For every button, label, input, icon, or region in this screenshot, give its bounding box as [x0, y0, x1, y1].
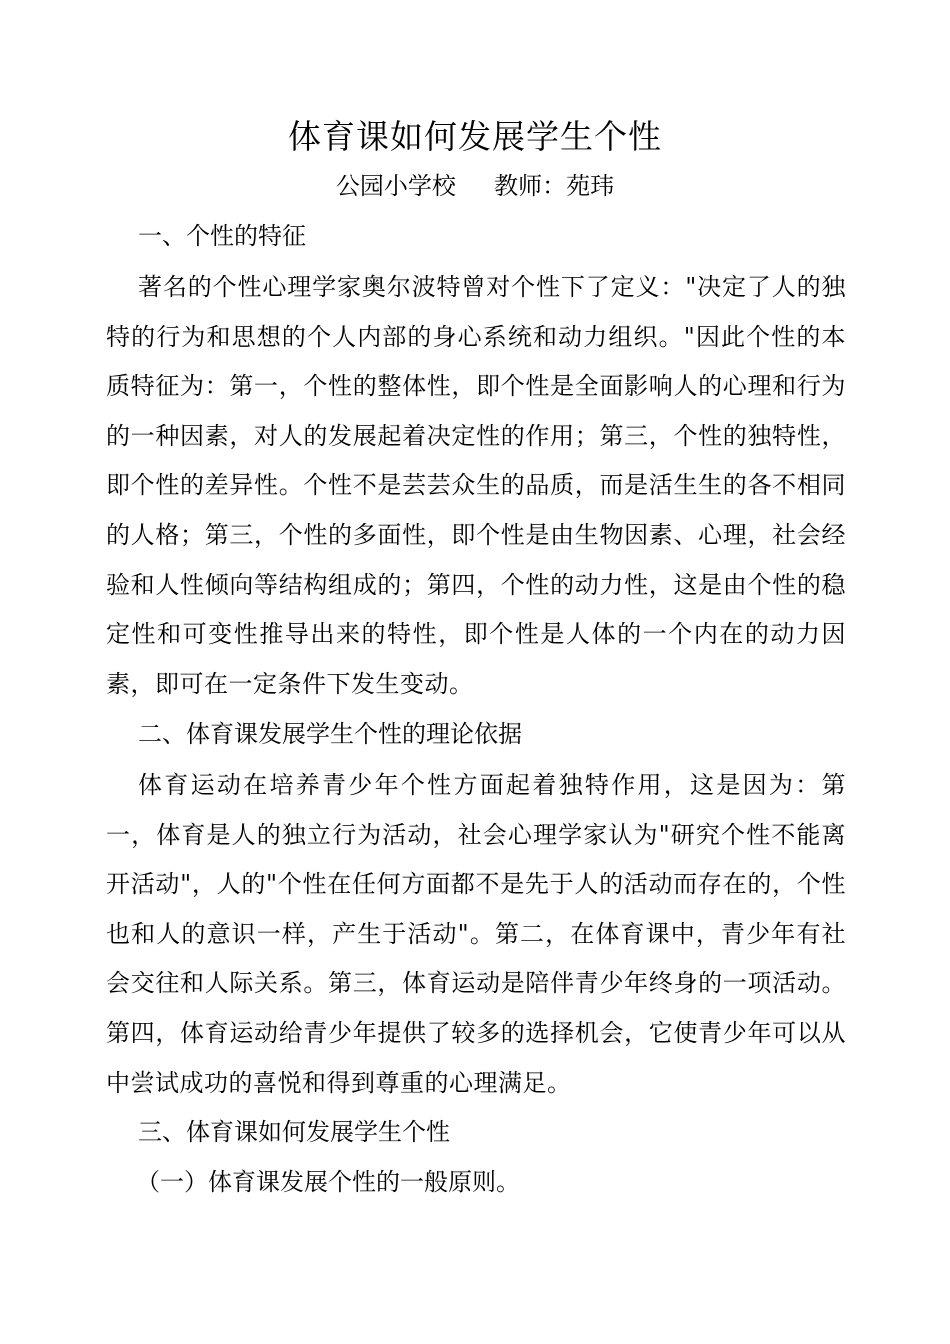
author-line: 公园小学校 教师：苑玮 — [335, 172, 615, 200]
subsection-heading: （一）体育课发展个性的一般原则。 — [136, 1168, 520, 1196]
section-heading-1: 一、个性的特征 — [138, 222, 306, 250]
section-heading-3: 三、体育课如何发展学生个性 — [138, 1118, 450, 1146]
section-paragraph-2: 体育运动在培养青少年个性方面起着独特作用，这是因为：第一，体育是人的独立行为活动，社会心理学家认为"研究个性不能离开活动"，人的"个性在任何方面都不是先于人的活动而存在的，个性也和人的意识一样，产生于活动"。第二，在体育课中，青少年有社会交往和人际关系。第三，体育运动是陪伴青少年终身的一项活动。第四，体育运动给青少年提供了较多的选择机会，它使青少年可以从中尝试成功的喜悦和得到尊重的心理满足。 — [106, 771, 846, 1097]
document-title: 体育课如何发展学生个性 — [288, 117, 662, 156]
section-heading-2: 二、体育课发展学生个性的理论依据 — [138, 720, 522, 748]
section-paragraph-1: 著名的个性心理学家奥尔波特曾对个性下了定义："决定了人的独特的行为和思想的个人内部的身心系统和动力组织。"因此个性的本质特征为：第一，个性的整体性，即个性是全面影响人的心理和行为的一种因素，对人的发展起着决定性的作用；第三，个性的独特性，即个性的差异性。个性不是芸芸众生的品质，而是活生生的各不相同的人格；第三，个性的多面性，即个性是由生物因素、心理，社会经验和人性倾向等结构组成的；第四，个性的动力性，这是由个性的稳定性和可变性推导出来的特性，即个性是人体的一个内在的动力因素，即可在一定条件下发生变动。 — [106, 273, 846, 698]
